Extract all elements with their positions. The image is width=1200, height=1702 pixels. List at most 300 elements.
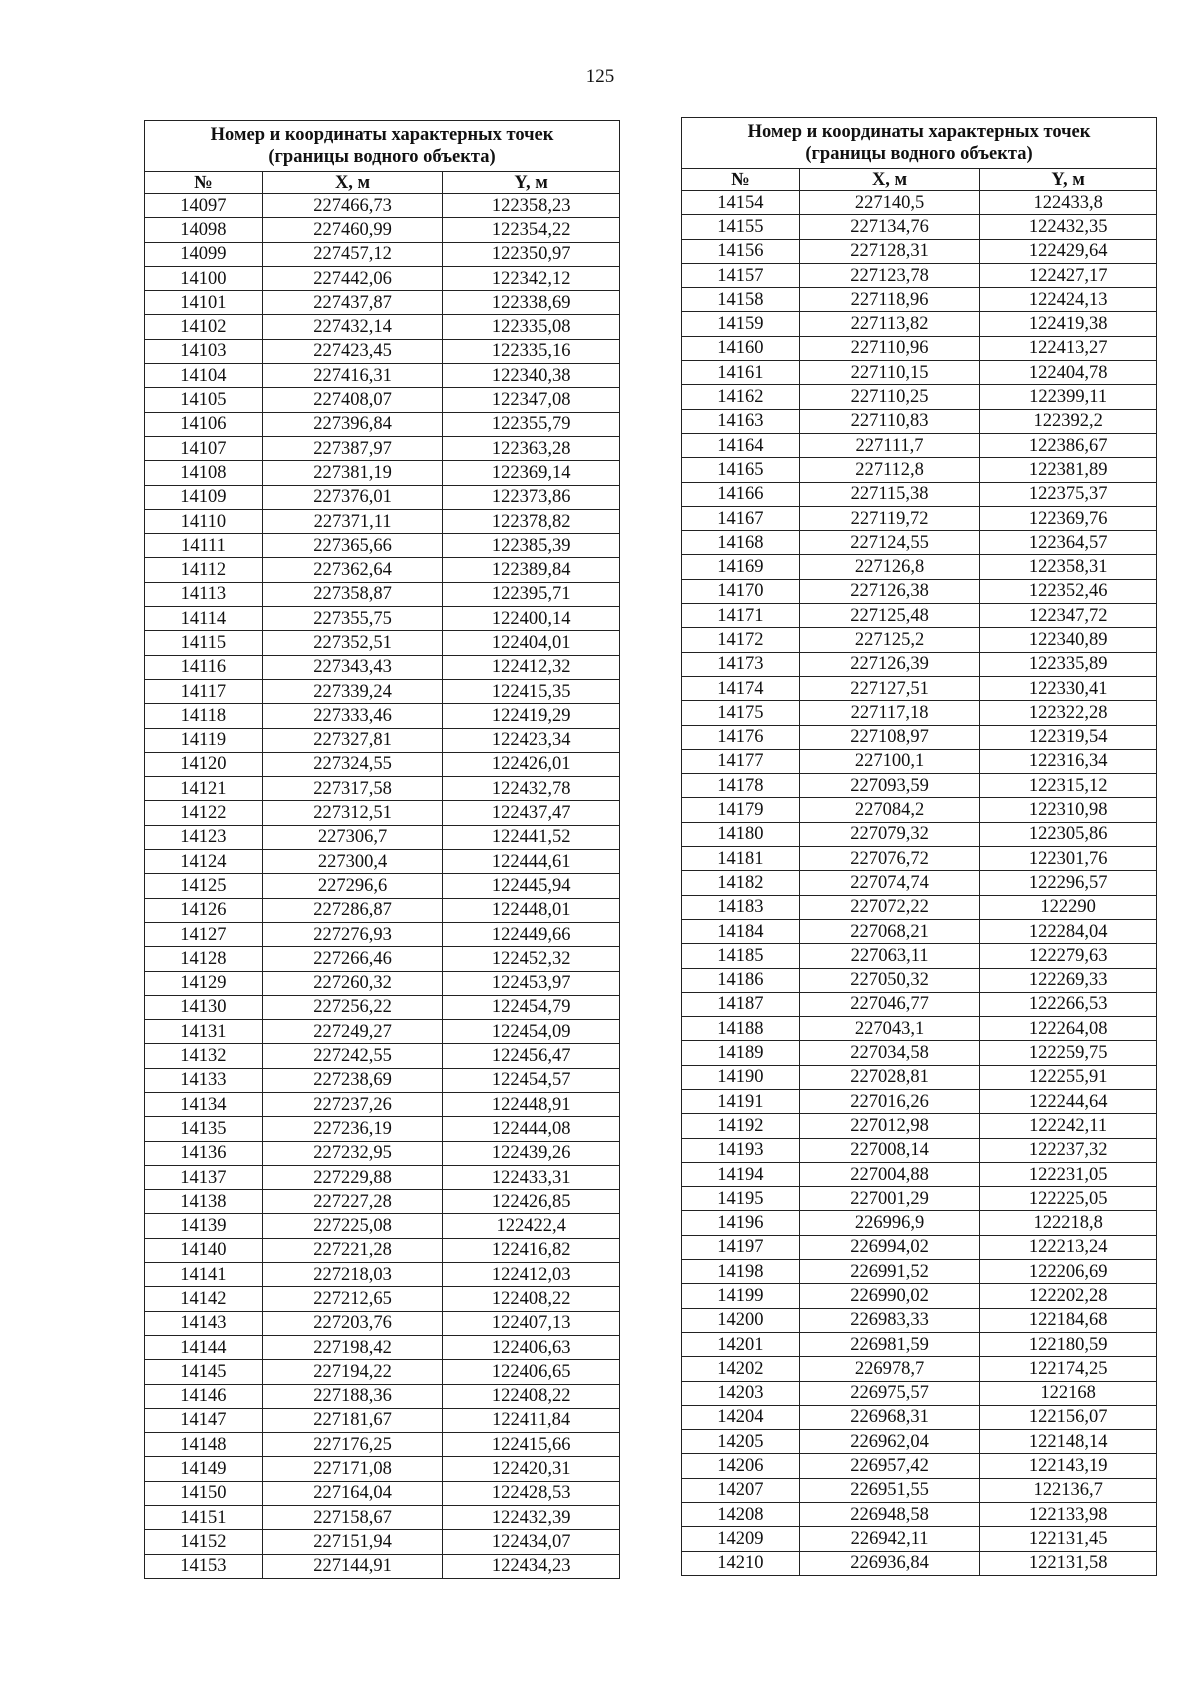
x-coordinate-cell: 227221,28 — [262, 1238, 443, 1262]
x-coordinate-cell: 227068,21 — [799, 919, 980, 943]
y-coordinate-cell: 122358,23 — [443, 194, 620, 218]
y-coordinate-cell: 122432,35 — [980, 215, 1157, 239]
table-body — [145, 194, 620, 1579]
point-number-cell: 14181 — [682, 847, 800, 871]
table-row — [682, 1381, 1157, 1405]
point-number-cell: 14110 — [145, 509, 263, 533]
table-row — [145, 194, 620, 218]
point-number-cell: 14126 — [145, 898, 263, 922]
y-coordinate-cell: 122452,32 — [443, 947, 620, 971]
x-coordinate-cell: 227134,76 — [799, 215, 980, 239]
table-row — [145, 947, 620, 971]
point-number-cell: 14144 — [145, 1335, 263, 1359]
x-coordinate-cell: 227016,26 — [799, 1089, 980, 1113]
x-coordinate-cell: 227376,01 — [262, 485, 443, 509]
table-row — [682, 1162, 1157, 1186]
point-number-cell: 14207 — [682, 1478, 800, 1502]
point-number-cell: 14112 — [145, 558, 263, 582]
point-number-cell: 14141 — [145, 1263, 263, 1287]
point-number-cell: 14133 — [145, 1068, 263, 1092]
point-number-cell: 14166 — [682, 482, 800, 506]
y-coordinate-cell: 122381,89 — [980, 458, 1157, 482]
x-coordinate-cell: 227218,03 — [262, 1263, 443, 1287]
point-number-cell: 14170 — [682, 579, 800, 603]
column-header-x: X, м — [799, 169, 980, 191]
table-row — [682, 215, 1157, 239]
point-number-cell: 14099 — [145, 242, 263, 266]
point-number-cell: 14179 — [682, 798, 800, 822]
x-coordinate-cell: 227140,5 — [799, 191, 980, 215]
table-row — [682, 847, 1157, 871]
x-coordinate-cell: 227225,08 — [262, 1214, 443, 1238]
x-coordinate-cell: 227144,91 — [262, 1554, 443, 1578]
point-number-cell: 14111 — [145, 534, 263, 558]
y-coordinate-cell: 122453,97 — [443, 971, 620, 995]
table-row — [682, 871, 1157, 895]
y-coordinate-cell: 122441,52 — [443, 825, 620, 849]
y-coordinate-cell: 122406,63 — [443, 1335, 620, 1359]
table-row — [145, 291, 620, 315]
point-number-cell: 14102 — [145, 315, 263, 339]
point-number-cell: 14152 — [145, 1530, 263, 1554]
y-coordinate-cell: 122369,76 — [980, 506, 1157, 530]
y-coordinate-cell: 122237,32 — [980, 1138, 1157, 1162]
table-row — [682, 1503, 1157, 1527]
y-coordinate-cell: 122148,14 — [980, 1430, 1157, 1454]
x-coordinate-cell: 227063,11 — [799, 944, 980, 968]
y-coordinate-cell: 122290 — [980, 895, 1157, 919]
table-row — [145, 1165, 620, 1189]
table-title — [145, 121, 620, 172]
x-coordinate-cell: 227110,15 — [799, 361, 980, 385]
x-coordinate-cell: 227198,42 — [262, 1335, 443, 1359]
x-coordinate-cell: 227126,39 — [799, 652, 980, 676]
x-coordinate-cell: 227457,12 — [262, 242, 443, 266]
y-coordinate-cell: 122454,79 — [443, 995, 620, 1019]
x-coordinate-cell: 227242,55 — [262, 1044, 443, 1068]
y-coordinate-cell: 122373,86 — [443, 485, 620, 509]
table-row — [145, 364, 620, 388]
table-row — [145, 898, 620, 922]
x-coordinate-cell: 227194,22 — [262, 1360, 443, 1384]
point-number-cell: 14148 — [145, 1433, 263, 1457]
y-coordinate-cell: 122407,13 — [443, 1311, 620, 1335]
point-number-cell: 14159 — [682, 312, 800, 336]
table-row — [682, 1357, 1157, 1381]
y-coordinate-cell: 122231,05 — [980, 1162, 1157, 1186]
x-coordinate-cell: 227437,87 — [262, 291, 443, 315]
point-number-cell: 14167 — [682, 506, 800, 530]
point-number-cell: 14127 — [145, 922, 263, 946]
y-coordinate-cell: 122180,59 — [980, 1332, 1157, 1356]
table-row — [682, 1454, 1157, 1478]
table-row — [682, 1017, 1157, 1041]
table-title-line2: (границы водного объекта) — [268, 147, 496, 167]
table-row — [145, 1020, 620, 1044]
x-coordinate-cell: 227012,98 — [799, 1114, 980, 1138]
table-row — [145, 1311, 620, 1335]
table-row — [145, 509, 620, 533]
table-row — [145, 218, 620, 242]
point-number-cell: 14186 — [682, 968, 800, 992]
y-coordinate-cell: 122347,08 — [443, 388, 620, 412]
point-number-cell: 14113 — [145, 582, 263, 606]
point-number-cell: 14187 — [682, 992, 800, 1016]
point-number-cell: 14196 — [682, 1211, 800, 1235]
table-row — [682, 555, 1157, 579]
y-coordinate-cell: 122400,14 — [443, 607, 620, 631]
x-coordinate-cell: 227362,64 — [262, 558, 443, 582]
x-coordinate-cell: 226948,58 — [799, 1503, 980, 1527]
point-number-cell: 14172 — [682, 628, 800, 652]
point-number-cell: 14194 — [682, 1162, 800, 1186]
x-coordinate-cell: 227164,04 — [262, 1481, 443, 1505]
point-number-cell: 14160 — [682, 336, 800, 360]
x-coordinate-cell: 227358,87 — [262, 582, 443, 606]
point-number-cell: 14114 — [145, 607, 263, 631]
y-coordinate-cell: 122420,31 — [443, 1457, 620, 1481]
x-coordinate-cell: 227151,94 — [262, 1530, 443, 1554]
point-number-cell: 14183 — [682, 895, 800, 919]
table-row — [682, 1260, 1157, 1284]
x-coordinate-cell: 227004,88 — [799, 1162, 980, 1186]
y-coordinate-cell: 122218,8 — [980, 1211, 1157, 1235]
y-coordinate-cell: 122415,35 — [443, 679, 620, 703]
table-row — [682, 1478, 1157, 1502]
point-number-cell: 14120 — [145, 752, 263, 776]
y-coordinate-cell: 122242,11 — [980, 1114, 1157, 1138]
table-title-line1: Номер и координаты характерных точек — [210, 125, 554, 145]
column-header-number: № — [145, 172, 263, 194]
y-coordinate-cell: 122437,47 — [443, 801, 620, 825]
table-row — [145, 728, 620, 752]
point-number-cell: 14151 — [145, 1506, 263, 1530]
point-number-cell: 14176 — [682, 725, 800, 749]
table-row — [145, 1190, 620, 1214]
x-coordinate-cell: 227327,81 — [262, 728, 443, 752]
point-number-cell: 14161 — [682, 361, 800, 385]
table-row — [682, 652, 1157, 676]
y-coordinate-cell: 122213,24 — [980, 1235, 1157, 1259]
y-coordinate-cell: 122184,68 — [980, 1308, 1157, 1332]
table-row — [145, 1433, 620, 1457]
column-header-y: Y, м — [980, 169, 1157, 191]
x-coordinate-cell: 226994,02 — [799, 1235, 980, 1259]
table-row — [682, 1138, 1157, 1162]
point-number-cell: 14180 — [682, 822, 800, 846]
point-number-cell: 14169 — [682, 555, 800, 579]
point-number-cell: 14097 — [145, 194, 263, 218]
x-coordinate-cell: 227084,2 — [799, 798, 980, 822]
y-coordinate-cell: 122454,09 — [443, 1020, 620, 1044]
point-number-cell: 14118 — [145, 704, 263, 728]
table-row — [145, 825, 620, 849]
y-coordinate-cell: 122369,14 — [443, 461, 620, 485]
x-coordinate-cell: 227074,74 — [799, 871, 980, 895]
point-number-cell: 14195 — [682, 1187, 800, 1211]
y-coordinate-cell: 122424,13 — [980, 288, 1157, 312]
x-coordinate-cell: 227123,78 — [799, 263, 980, 287]
x-coordinate-cell: 227050,32 — [799, 968, 980, 992]
table-row — [682, 774, 1157, 798]
point-number-cell: 14158 — [682, 288, 800, 312]
table-row — [682, 1551, 1157, 1575]
x-coordinate-cell: 227381,19 — [262, 461, 443, 485]
table-row — [145, 679, 620, 703]
point-number-cell: 14122 — [145, 801, 263, 825]
y-coordinate-cell: 122449,66 — [443, 922, 620, 946]
table-row — [145, 461, 620, 485]
point-number-cell: 14143 — [145, 1311, 263, 1335]
table-row — [145, 1141, 620, 1165]
y-coordinate-cell: 122264,08 — [980, 1017, 1157, 1041]
x-coordinate-cell: 227232,95 — [262, 1141, 443, 1165]
x-coordinate-cell: 227333,46 — [262, 704, 443, 728]
point-number-cell: 14104 — [145, 364, 263, 388]
y-coordinate-cell: 122454,57 — [443, 1068, 620, 1092]
point-number-cell: 14131 — [145, 1020, 263, 1044]
point-number-cell: 14182 — [682, 871, 800, 895]
point-number-cell: 14128 — [145, 947, 263, 971]
y-coordinate-cell: 122426,85 — [443, 1190, 620, 1214]
x-coordinate-cell: 227203,76 — [262, 1311, 443, 1335]
table-row — [682, 1211, 1157, 1235]
table-row — [145, 1092, 620, 1116]
x-coordinate-cell: 227396,84 — [262, 412, 443, 436]
table-row — [145, 534, 620, 558]
x-coordinate-cell: 227093,59 — [799, 774, 980, 798]
point-number-cell: 14137 — [145, 1165, 263, 1189]
y-coordinate-cell: 122408,22 — [443, 1287, 620, 1311]
table-title — [682, 118, 1157, 169]
x-coordinate-cell: 227117,18 — [799, 701, 980, 725]
table-row — [682, 1089, 1157, 1113]
point-number-cell: 14201 — [682, 1332, 800, 1356]
point-number-cell: 14197 — [682, 1235, 800, 1259]
table-row — [682, 288, 1157, 312]
y-coordinate-cell: 122350,97 — [443, 242, 620, 266]
point-number-cell: 14142 — [145, 1287, 263, 1311]
x-coordinate-cell: 227317,58 — [262, 777, 443, 801]
table-row — [682, 385, 1157, 409]
table-row — [145, 388, 620, 412]
point-number-cell: 14116 — [145, 655, 263, 679]
table-row — [145, 242, 620, 266]
x-coordinate-cell: 227466,73 — [262, 194, 443, 218]
coordinates-table-right — [681, 117, 1157, 1576]
x-coordinate-cell: 226957,42 — [799, 1454, 980, 1478]
table-row — [682, 725, 1157, 749]
y-coordinate-cell: 122347,72 — [980, 604, 1157, 628]
y-coordinate-cell: 122422,4 — [443, 1214, 620, 1238]
table-row — [682, 263, 1157, 287]
y-coordinate-cell: 122266,53 — [980, 992, 1157, 1016]
table-row — [145, 1360, 620, 1384]
x-coordinate-cell: 227176,25 — [262, 1433, 443, 1457]
x-coordinate-cell: 227343,43 — [262, 655, 443, 679]
x-coordinate-cell: 227423,45 — [262, 339, 443, 363]
table-row — [682, 1405, 1157, 1429]
table-row — [145, 1481, 620, 1505]
x-coordinate-cell: 227236,19 — [262, 1117, 443, 1141]
table-row — [145, 339, 620, 363]
point-number-cell: 14125 — [145, 874, 263, 898]
table-row — [682, 992, 1157, 1016]
y-coordinate-cell: 122342,12 — [443, 266, 620, 290]
y-coordinate-cell: 122358,31 — [980, 555, 1157, 579]
table-row — [682, 239, 1157, 263]
table-row — [682, 944, 1157, 968]
y-coordinate-cell: 122426,01 — [443, 752, 620, 776]
y-coordinate-cell: 122404,01 — [443, 631, 620, 655]
y-coordinate-cell: 122412,03 — [443, 1263, 620, 1287]
y-coordinate-cell: 122408,22 — [443, 1384, 620, 1408]
x-coordinate-cell: 227371,11 — [262, 509, 443, 533]
y-coordinate-cell: 122444,08 — [443, 1117, 620, 1141]
x-coordinate-cell: 227128,31 — [799, 239, 980, 263]
table-row — [145, 971, 620, 995]
x-coordinate-cell: 227238,69 — [262, 1068, 443, 1092]
table-row — [145, 922, 620, 946]
point-number-cell: 14117 — [145, 679, 263, 703]
x-coordinate-cell: 227079,32 — [799, 822, 980, 846]
column-header-x: X, м — [262, 172, 443, 194]
point-number-cell: 14208 — [682, 1503, 800, 1527]
x-coordinate-cell: 227365,66 — [262, 534, 443, 558]
point-number-cell: 14202 — [682, 1357, 800, 1381]
point-number-cell: 14200 — [682, 1308, 800, 1332]
x-coordinate-cell: 227266,46 — [262, 947, 443, 971]
x-coordinate-cell: 227306,7 — [262, 825, 443, 849]
point-number-cell: 14138 — [145, 1190, 263, 1214]
coordinates-table-left — [144, 120, 620, 1579]
point-number-cell: 14145 — [145, 1360, 263, 1384]
x-coordinate-cell: 226962,04 — [799, 1430, 980, 1454]
x-coordinate-cell: 226981,59 — [799, 1332, 980, 1356]
y-coordinate-cell: 122355,79 — [443, 412, 620, 436]
x-coordinate-cell: 227034,58 — [799, 1041, 980, 1065]
point-number-cell: 14177 — [682, 749, 800, 773]
x-coordinate-cell: 227188,36 — [262, 1384, 443, 1408]
x-coordinate-cell: 227171,08 — [262, 1457, 443, 1481]
table-body — [682, 191, 1157, 1576]
x-coordinate-cell: 227115,38 — [799, 482, 980, 506]
x-coordinate-cell: 227460,99 — [262, 218, 443, 242]
point-number-cell: 14157 — [682, 263, 800, 287]
table-row — [682, 191, 1157, 215]
table-row — [682, 895, 1157, 919]
point-number-cell: 14147 — [145, 1408, 263, 1432]
table-row — [682, 409, 1157, 433]
table-row — [145, 1287, 620, 1311]
table-row — [145, 1457, 620, 1481]
y-coordinate-cell: 122427,17 — [980, 263, 1157, 287]
table-row — [145, 1408, 620, 1432]
y-coordinate-cell: 122316,34 — [980, 749, 1157, 773]
x-coordinate-cell: 227212,65 — [262, 1287, 443, 1311]
point-number-cell: 14108 — [145, 461, 263, 485]
table-row — [145, 582, 620, 606]
x-coordinate-cell: 226936,84 — [799, 1551, 980, 1575]
y-coordinate-cell: 122322,28 — [980, 701, 1157, 725]
point-number-cell: 14100 — [145, 266, 263, 290]
x-coordinate-cell: 227260,32 — [262, 971, 443, 995]
table-row — [682, 1114, 1157, 1138]
table-row — [682, 531, 1157, 555]
y-coordinate-cell: 122315,12 — [980, 774, 1157, 798]
y-coordinate-cell: 122428,53 — [443, 1481, 620, 1505]
point-number-cell: 14193 — [682, 1138, 800, 1162]
table-row — [682, 628, 1157, 652]
point-number-cell: 14185 — [682, 944, 800, 968]
y-coordinate-cell: 122419,38 — [980, 312, 1157, 336]
x-coordinate-cell: 227229,88 — [262, 1165, 443, 1189]
y-coordinate-cell: 122340,38 — [443, 364, 620, 388]
x-coordinate-cell: 227110,96 — [799, 336, 980, 360]
y-coordinate-cell: 122395,71 — [443, 582, 620, 606]
point-number-cell: 14140 — [145, 1238, 263, 1262]
point-number-cell: 14132 — [145, 1044, 263, 1068]
point-number-cell: 14121 — [145, 777, 263, 801]
y-coordinate-cell: 122296,57 — [980, 871, 1157, 895]
table-row — [682, 1187, 1157, 1211]
table-row — [682, 579, 1157, 603]
x-coordinate-cell: 226990,02 — [799, 1284, 980, 1308]
y-coordinate-cell: 122434,07 — [443, 1530, 620, 1554]
x-coordinate-cell: 227124,55 — [799, 531, 980, 555]
table-row — [145, 436, 620, 460]
x-coordinate-cell: 227072,22 — [799, 895, 980, 919]
y-coordinate-cell: 122301,76 — [980, 847, 1157, 871]
point-number-cell: 14184 — [682, 919, 800, 943]
x-coordinate-cell: 227355,75 — [262, 607, 443, 631]
y-coordinate-cell: 122364,57 — [980, 531, 1157, 555]
x-coordinate-cell: 227076,72 — [799, 847, 980, 871]
y-coordinate-cell: 122174,25 — [980, 1357, 1157, 1381]
y-coordinate-cell: 122433,31 — [443, 1165, 620, 1189]
point-number-cell: 14163 — [682, 409, 800, 433]
point-number-cell: 14150 — [145, 1481, 263, 1505]
y-coordinate-cell: 122269,33 — [980, 968, 1157, 992]
table-row — [682, 701, 1157, 725]
table-row — [145, 777, 620, 801]
point-number-cell: 14203 — [682, 1381, 800, 1405]
point-number-cell: 14153 — [145, 1554, 263, 1578]
x-coordinate-cell: 227249,27 — [262, 1020, 443, 1044]
table-row — [682, 1065, 1157, 1089]
table-row — [145, 1238, 620, 1262]
y-coordinate-cell: 122310,98 — [980, 798, 1157, 822]
point-number-cell: 14164 — [682, 433, 800, 457]
y-coordinate-cell: 122133,98 — [980, 1503, 1157, 1527]
point-number-cell: 14129 — [145, 971, 263, 995]
table-row — [145, 485, 620, 509]
x-coordinate-cell: 227276,93 — [262, 922, 443, 946]
table-row — [682, 968, 1157, 992]
x-coordinate-cell: 227127,51 — [799, 676, 980, 700]
point-number-cell: 14199 — [682, 1284, 800, 1308]
point-number-cell: 14198 — [682, 1260, 800, 1284]
x-coordinate-cell: 227100,1 — [799, 749, 980, 773]
y-coordinate-cell: 122406,65 — [443, 1360, 620, 1384]
y-coordinate-cell: 122392,2 — [980, 409, 1157, 433]
point-number-cell: 14162 — [682, 385, 800, 409]
x-coordinate-cell: 227181,67 — [262, 1408, 443, 1432]
table-row — [145, 1044, 620, 1068]
x-coordinate-cell: 227408,07 — [262, 388, 443, 412]
table-row — [145, 412, 620, 436]
point-number-cell: 14205 — [682, 1430, 800, 1454]
